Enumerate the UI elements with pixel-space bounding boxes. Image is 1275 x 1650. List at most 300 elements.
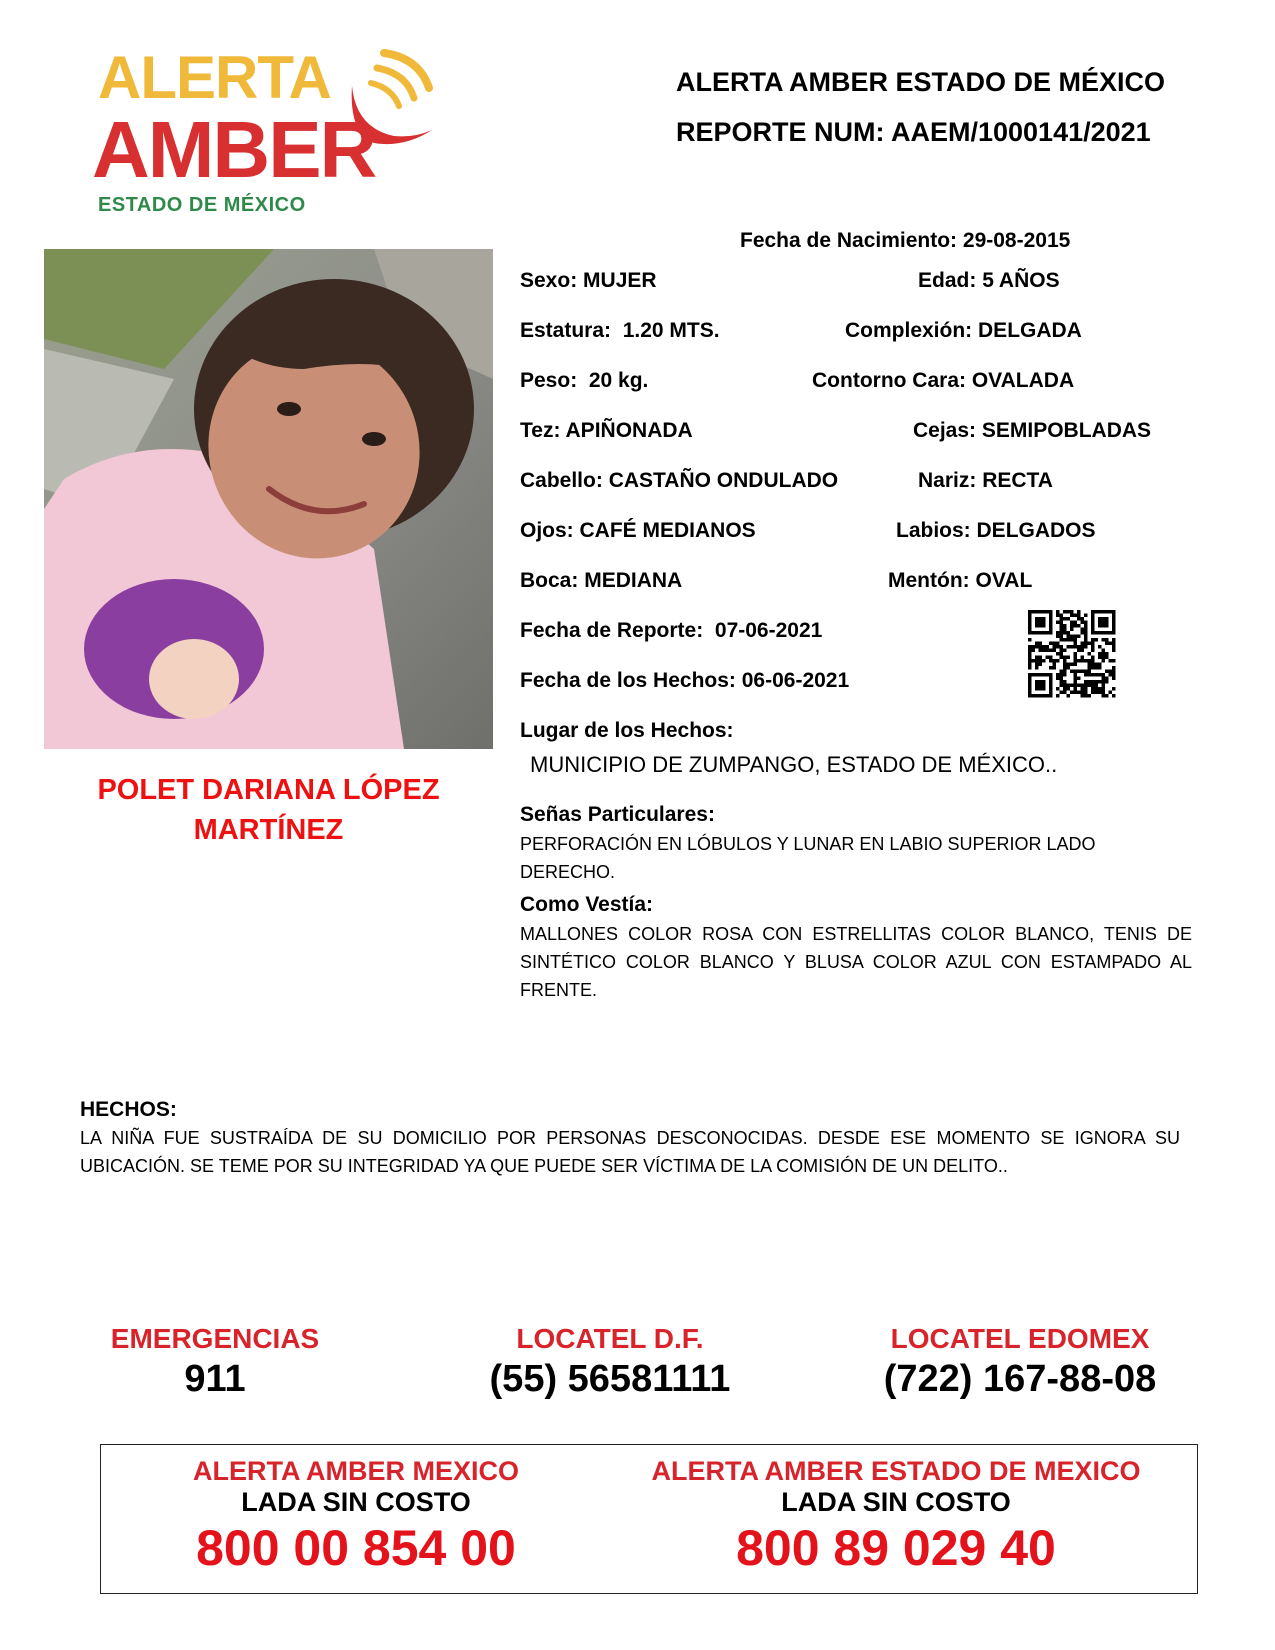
- qr-module: [1063, 663, 1067, 667]
- qr-module: [1084, 642, 1088, 646]
- qr-module: [1028, 645, 1032, 649]
- qr-module: [1042, 645, 1046, 649]
- qr-module: [1056, 694, 1060, 698]
- qr-module: [1060, 670, 1064, 674]
- vestia-value: MALLONES COLOR ROSA CON ESTRELLITAS COLOR BLANCO, TENIS DE SINTÉTICO COLOR BLANCO Y BLUSA COLOR AZUL CON ESTAMPADO AL FRENTE.: [520, 924, 1192, 1000]
- qr-module: [1105, 652, 1109, 656]
- name-line-1: POLET DARIANA LÓPEZ: [97, 774, 440, 806]
- qr-module: [1077, 649, 1081, 653]
- qr-module: [1049, 666, 1053, 670]
- qr-module: [1046, 656, 1050, 660]
- qr-module: [1084, 673, 1088, 677]
- qr-module: [1063, 631, 1067, 635]
- field-label: Sexo:: [520, 269, 578, 292]
- qr-module: [1112, 677, 1116, 681]
- qr-module: [1074, 670, 1078, 674]
- qr-module: [1074, 621, 1078, 625]
- field-ojos: [520, 518, 756, 544]
- contact-label: LOCATEL EDOMEX: [890, 1323, 1150, 1354]
- field-sexo: [520, 268, 657, 294]
- qr-module: [1084, 694, 1088, 698]
- toll-free-number[interactable]: 800 00 854 00: [196, 1520, 516, 1576]
- qr-module: [1060, 628, 1064, 632]
- logo-amber-text: AMBER: [92, 105, 376, 194]
- qr-module: [1077, 614, 1081, 618]
- qr-module: [1081, 684, 1085, 688]
- qr-module: [1063, 670, 1067, 674]
- qr-module: [1105, 677, 1109, 681]
- qr-module: [1102, 656, 1106, 660]
- qr-module: [1070, 691, 1074, 695]
- field-fecha-hechos: [520, 668, 849, 694]
- qr-module: [1088, 684, 1092, 688]
- qr-module: [1102, 684, 1106, 688]
- qr-module: [1063, 624, 1067, 628]
- qr-module: [1098, 663, 1102, 667]
- qr-module: [1063, 649, 1067, 653]
- qr-module: [1081, 649, 1085, 653]
- qr-module: [1063, 638, 1067, 642]
- qr-module: [1070, 635, 1074, 639]
- field-cabello: [520, 468, 838, 494]
- field-contorno-cara: [812, 368, 1074, 394]
- qr-module: [1088, 642, 1092, 646]
- qr-module: [1084, 614, 1088, 618]
- qr-module: [1095, 663, 1099, 667]
- qr-module: [1053, 663, 1057, 667]
- qr-module: [1081, 659, 1085, 663]
- qr-module: [1105, 670, 1109, 674]
- qr-module: [1102, 677, 1106, 681]
- qr-module: [1088, 673, 1092, 677]
- qr-module: [1077, 635, 1081, 639]
- qr-module: [1067, 694, 1071, 698]
- qr-module: [1102, 687, 1106, 691]
- qr-module: [1060, 691, 1064, 695]
- qr-module: [1095, 691, 1099, 695]
- qr-module: [1112, 645, 1116, 649]
- qr-module: [1067, 666, 1071, 670]
- qr-module: [1109, 659, 1113, 663]
- qr-module: [1063, 610, 1067, 614]
- qr-module: [1084, 645, 1088, 649]
- field-edad: [918, 268, 1060, 294]
- qr-finder-pattern: [1091, 610, 1116, 635]
- field-value: DELGADOS: [976, 519, 1096, 542]
- qr-module: [1098, 645, 1102, 649]
- field-value: 29-08-2015: [962, 229, 1071, 252]
- qr-module: [1077, 617, 1081, 621]
- qr-module: [1060, 638, 1064, 642]
- qr-module: [1098, 666, 1102, 670]
- missing-child-photo: [44, 249, 493, 749]
- qr-module: [1084, 670, 1088, 674]
- qr-module: [1074, 624, 1078, 628]
- qr-module: [1077, 691, 1081, 695]
- qr-module: [1067, 638, 1071, 642]
- field-complexion: [845, 318, 1082, 344]
- qr-module: [1067, 684, 1071, 688]
- qr-module: [1095, 673, 1099, 677]
- qr-module: [1084, 621, 1088, 625]
- qr-module: [1105, 694, 1109, 698]
- senas-value: PERFORACIÓN EN LÓBULOS Y LUNAR EN LABIO SUPERIOR LADO DERECHO.: [520, 834, 1096, 882]
- qr-module: [1053, 659, 1057, 663]
- contact-label: EMERGENCIAS: [110, 1323, 320, 1354]
- toll-free-label: ALERTA AMBER MEXICO: [193, 1456, 519, 1486]
- contact-number[interactable]: (55) 56581111: [489, 1358, 731, 1400]
- field-value: OVAL: [975, 569, 1033, 592]
- field-label: Boca:: [520, 569, 579, 592]
- logo-alerta-text: ALERTA: [98, 44, 331, 111]
- qr-module: [1067, 656, 1071, 660]
- qr-module: [1032, 645, 1036, 649]
- qr-module: [1063, 684, 1067, 688]
- qr-module: [1060, 635, 1064, 639]
- field-cejas: [913, 418, 1151, 444]
- qr-module: [1039, 656, 1043, 660]
- qr-module: [1112, 666, 1116, 670]
- field-value: CASTAÑO ONDULADO: [608, 469, 839, 492]
- qr-module: [1095, 680, 1099, 684]
- qr-module: [1070, 638, 1074, 642]
- qr-module: [1088, 680, 1092, 684]
- qr-module: [1081, 631, 1085, 635]
- field-label: Nariz:: [918, 469, 977, 492]
- qr-module: [1060, 621, 1064, 625]
- qr-module: [1035, 642, 1039, 646]
- qr-module: [1091, 691, 1095, 695]
- qr-module: [1053, 649, 1057, 653]
- qr-module: [1060, 673, 1064, 677]
- qr-module: [1077, 684, 1081, 688]
- field-label: Estatura:: [520, 319, 612, 342]
- qr-module: [1049, 642, 1053, 646]
- qr-module: [1084, 684, 1088, 688]
- qr-module: [1102, 680, 1106, 684]
- qr-module: [1028, 663, 1032, 667]
- qr-module: [1098, 691, 1102, 695]
- qr-module: [1060, 652, 1064, 656]
- qr-module: [1074, 652, 1078, 656]
- contact-locatel-df: [420, 1322, 800, 1402]
- qr-module: [1074, 642, 1078, 646]
- missing-person-name: [44, 770, 493, 850]
- qr-module: [1060, 649, 1064, 653]
- qr-module: [1081, 656, 1085, 660]
- qr-module: [1105, 642, 1109, 646]
- qr-module: [1091, 645, 1095, 649]
- qr-module: [1084, 628, 1088, 632]
- qr-module: [1088, 652, 1092, 656]
- qr-module: [1077, 624, 1081, 628]
- qr-module: [1074, 684, 1078, 688]
- field-value: OVALADA: [971, 369, 1075, 392]
- qr-module: [1091, 666, 1095, 670]
- qr-module: [1109, 670, 1113, 674]
- field-peso: [520, 368, 648, 394]
- qr-module: [1070, 610, 1074, 614]
- qr-module: [1039, 659, 1043, 663]
- qr-module: [1032, 659, 1036, 663]
- qr-module: [1077, 677, 1081, 681]
- qr-module: [1081, 645, 1085, 649]
- qr-module: [1091, 659, 1095, 663]
- qr-module: [1060, 624, 1064, 628]
- qr-module: [1084, 624, 1088, 628]
- qr-module: [1074, 663, 1078, 667]
- qr-module: [1112, 638, 1116, 642]
- toll-free-amber-edomex: [611, 1455, 1181, 1579]
- qr-module: [1091, 673, 1095, 677]
- qr-module: [1046, 649, 1050, 653]
- qr-module: [1070, 645, 1074, 649]
- qr-module: [1084, 631, 1088, 635]
- qr-module: [1039, 663, 1043, 667]
- qr-module: [1088, 670, 1092, 674]
- qr-module: [1091, 687, 1095, 691]
- alerta-amber-logo: [92, 44, 432, 218]
- field-label: Fecha de los Hechos:: [520, 669, 736, 692]
- toll-free-amber-mexico: [121, 1455, 591, 1579]
- qr-module: [1095, 687, 1099, 691]
- qr-module: [1112, 673, 1116, 677]
- field-labios: [896, 518, 1096, 544]
- qr-module: [1067, 645, 1071, 649]
- qr-finder-pattern: [1028, 610, 1053, 635]
- field-label: Fecha de Nacimiento:: [740, 229, 958, 252]
- qr-module: [1084, 638, 1088, 642]
- field-value: APIÑONADA: [565, 419, 693, 442]
- qr-module: [1035, 663, 1039, 667]
- field-nariz: [918, 468, 1053, 494]
- qr-module: [1035, 656, 1039, 660]
- qr-module: [1112, 670, 1116, 674]
- qr-module: [1074, 687, 1078, 691]
- qr-module: [1063, 628, 1067, 632]
- qr-module: [1105, 638, 1109, 642]
- qr-module: [1042, 659, 1046, 663]
- vestia-label: Como Vestía:: [520, 893, 654, 916]
- field-label: Complexión:: [845, 319, 973, 342]
- qr-module: [1098, 687, 1102, 691]
- qr-module: [1063, 659, 1067, 663]
- field-value: DELGADA: [978, 319, 1082, 342]
- field-value: 06-06-2021: [741, 669, 850, 692]
- qr-module: [1056, 673, 1060, 677]
- qr-module: [1067, 635, 1071, 639]
- qr-module: [1056, 677, 1060, 681]
- qr-module: [1060, 656, 1064, 660]
- field-value: RECTA: [982, 469, 1053, 492]
- qr-module: [1112, 694, 1116, 698]
- name-line-2: MARTÍNEZ: [193, 814, 344, 846]
- report-number: REPORTE NUM: AAEM/1000141/2021: [676, 117, 1151, 147]
- qr-module: [1070, 684, 1074, 688]
- qr-module: [1102, 649, 1106, 653]
- qr-module: [1095, 638, 1099, 642]
- field-label: Tez:: [520, 419, 561, 442]
- qr-finder-pattern: [1028, 673, 1053, 698]
- qr-module: [1077, 645, 1081, 649]
- field-fecha-reporte: [520, 618, 822, 644]
- qr-module: [1056, 659, 1060, 663]
- qr-module: [1074, 638, 1078, 642]
- lugar-value: MUNICIPIO DE ZUMPANGO, ESTADO DE MÉXICO..: [530, 752, 1058, 777]
- qr-module: [1081, 642, 1085, 646]
- field-birthdate: [740, 228, 1070, 254]
- qr-module: [1063, 687, 1067, 691]
- field-label: Peso:: [520, 369, 578, 392]
- qr-module: [1102, 694, 1106, 698]
- field-label: Edad:: [918, 269, 977, 292]
- qr-module: [1056, 621, 1060, 625]
- qr-module: [1102, 659, 1106, 663]
- qr-module: [1056, 645, 1060, 649]
- qr-module: [1098, 673, 1102, 677]
- qr-module: [1081, 670, 1085, 674]
- qr-module: [1088, 663, 1092, 667]
- qr-module: [1091, 684, 1095, 688]
- qr-module: [1028, 649, 1032, 653]
- qr-module: [1098, 680, 1102, 684]
- qr-module: [1109, 642, 1113, 646]
- qr-module: [1056, 614, 1060, 618]
- qr-module: [1028, 666, 1032, 670]
- qr-module: [1112, 659, 1116, 663]
- qr-module: [1067, 631, 1071, 635]
- qr-module: [1060, 631, 1064, 635]
- qr-module: [1091, 680, 1095, 684]
- hechos-label: HECHOS:: [80, 1098, 177, 1121]
- qr-module: [1088, 694, 1092, 698]
- qr-module: [1035, 645, 1039, 649]
- qr-module: [1039, 645, 1043, 649]
- qr-module: [1039, 642, 1043, 646]
- qr-module: [1102, 638, 1106, 642]
- field-value: MUJER: [583, 269, 657, 292]
- contact-number[interactable]: (722) 167-88-08: [883, 1358, 1157, 1400]
- field-value: 5 AÑOS: [982, 269, 1060, 292]
- qr-module: [1028, 659, 1032, 663]
- contact-label: LOCATEL D.F.: [516, 1323, 704, 1354]
- logo-estado-text: ESTADO DE MÉXICO: [98, 194, 306, 216]
- qr-module: [1056, 610, 1060, 614]
- toll-free-sub: LADA SIN COSTO: [781, 1487, 1011, 1517]
- toll-free-label: ALERTA AMBER ESTADO DE MEXICO: [651, 1456, 1141, 1486]
- qr-module: [1056, 642, 1060, 646]
- qr-module: [1053, 642, 1057, 646]
- qr-module: [1060, 617, 1064, 621]
- qr-module: [1081, 691, 1085, 695]
- field-label: Fecha de Reporte:: [520, 619, 704, 642]
- qr-module: [1081, 687, 1085, 691]
- qr-module: [1067, 687, 1071, 691]
- qr-module: [1070, 614, 1074, 618]
- qr-module: [1109, 691, 1113, 695]
- field-value: MEDIANA: [584, 569, 683, 592]
- toll-free-sub: LADA SIN COSTO: [241, 1487, 471, 1517]
- qr-module: [1081, 621, 1085, 625]
- qr-module: [1084, 680, 1088, 684]
- qr-module: [1060, 645, 1064, 649]
- qr-module: [1053, 645, 1057, 649]
- qr-module: [1074, 656, 1078, 660]
- field-value: SEMIPOBLADAS: [981, 419, 1152, 442]
- qr-module: [1074, 659, 1078, 663]
- qr-module: [1063, 656, 1067, 660]
- qr-module: [1095, 666, 1099, 670]
- qr-module: [1070, 621, 1074, 625]
- qr-module: [1105, 656, 1109, 660]
- qr-module: [1042, 649, 1046, 653]
- qr-module: [1060, 614, 1064, 618]
- field-value: 07-06-2021: [714, 619, 823, 642]
- toll-free-box: [100, 1444, 1198, 1594]
- field-label: Cabello:: [520, 469, 603, 492]
- qr-module: [1091, 649, 1095, 653]
- qr-module: [1070, 670, 1074, 674]
- qr-module: [1081, 617, 1085, 621]
- toll-free-number[interactable]: 800 89 029 40: [736, 1520, 1056, 1576]
- qr-module: [1081, 694, 1085, 698]
- qr-module: [1091, 663, 1095, 667]
- qr-module: [1060, 680, 1064, 684]
- qr-module: [1074, 680, 1078, 684]
- qr-module: [1077, 610, 1081, 614]
- qr-module: [1088, 666, 1092, 670]
- qr-module: [1035, 666, 1039, 670]
- qr-module: [1091, 638, 1095, 642]
- qr-module: [1077, 670, 1081, 674]
- qr-module: [1035, 659, 1039, 663]
- qr-module: [1070, 628, 1074, 632]
- qr-module: [1067, 663, 1071, 667]
- qr-module: [1098, 656, 1102, 660]
- qr-module: [1067, 610, 1071, 614]
- field-label: Labios:: [896, 519, 971, 542]
- qr-module: [1063, 680, 1067, 684]
- qr-module: [1084, 687, 1088, 691]
- qr-module: [1028, 652, 1032, 656]
- qr-module: [1074, 645, 1078, 649]
- field-value: 1.20 MTS.: [622, 319, 720, 342]
- qr-module: [1102, 652, 1106, 656]
- qr-module: [1067, 617, 1071, 621]
- qr-module: [1091, 642, 1095, 646]
- qr-module: [1056, 652, 1060, 656]
- qr-module: [1084, 635, 1088, 639]
- contact-number[interactable]: 911: [184, 1358, 246, 1400]
- qr-module: [1056, 635, 1060, 639]
- qr-module: [1095, 684, 1099, 688]
- field-label: Ojos:: [520, 519, 574, 542]
- field-label: Cejas:: [913, 419, 977, 442]
- field-estatura: [520, 318, 720, 344]
- lugar-label: Lugar de los Hechos:: [520, 719, 734, 742]
- qr-module: [1081, 628, 1085, 632]
- field-value: CAFÉ MEDIANOS: [579, 519, 756, 542]
- qr-module: [1074, 673, 1078, 677]
- qr-module: [1063, 666, 1067, 670]
- qr-module: [1091, 656, 1095, 660]
- qr-code-icon[interactable]: [1028, 610, 1118, 698]
- qr-module: [1028, 638, 1032, 642]
- qr-module: [1112, 687, 1116, 691]
- qr-module: [1112, 649, 1116, 653]
- qr-module: [1060, 677, 1064, 681]
- senas-label: Señas Particulares:: [520, 803, 715, 826]
